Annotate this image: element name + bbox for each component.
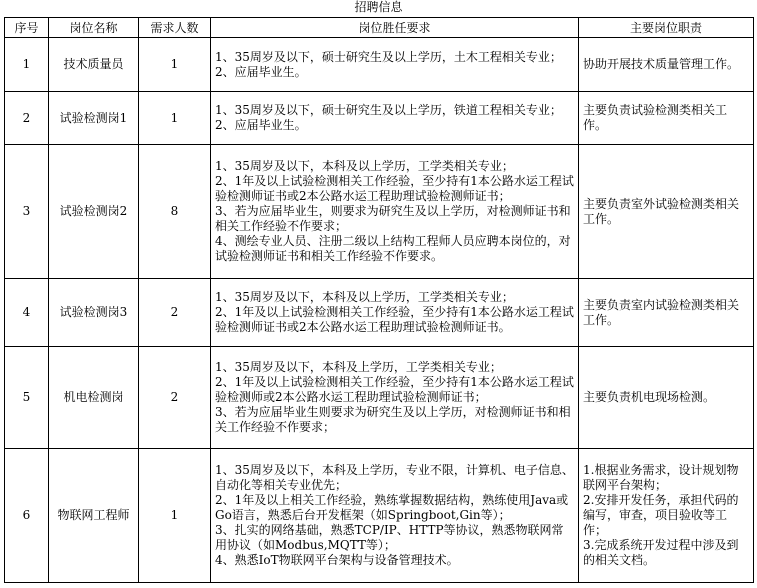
row-requirements (211, 92, 579, 145)
table-row (5, 279, 754, 347)
table-row (5, 347, 754, 449)
row-no: 4 (5, 279, 49, 347)
requirement-item: 3、扎实的网络基础，熟悉TCP/IP、HTTP等协议，熟悉物联网常用协议（如Modbus,MQTT等）； (215, 523, 564, 552)
header-duties: 主要岗位职责 (579, 18, 754, 38)
row-requirements (211, 38, 579, 92)
row-no: 1 (5, 38, 49, 92)
requirement-item: 1、35周岁及以下，硕士研究生及以上学历，土木工程相关专业； (215, 49, 562, 64)
duty-item: 主要负责室外试验检测类相关工作。 (583, 196, 740, 226)
duty-item: 主要负责机电现场检测。 (583, 390, 716, 404)
requirement-item: 1、35周岁及以下，本科及以上学历，工学类相关专业； (215, 159, 514, 173)
requirement-item: 1、35周岁及以下，本科及上学历，专业不限，计算机、电子信息、自动化等相关专业优先； (215, 463, 574, 492)
row-duties (579, 279, 754, 347)
row-count: 8 (139, 145, 211, 279)
row-no: 6 (5, 449, 49, 583)
duty-item: 3.完成系统开发过程中涉及到的相关文档。 (583, 538, 739, 567)
recruitment-table (4, 17, 754, 583)
requirement-item: 2、应届毕业生。 (215, 118, 307, 132)
row-position: 试验检测岗2 (49, 145, 139, 279)
table-row (5, 92, 754, 145)
requirement-item: 2、1年及以上试验检测相关工作经验，至少持有1本公路水运工程试验检测师或2本公路水运工程助理试验检测师证书； (215, 375, 574, 404)
row-requirements (211, 279, 579, 347)
requirement-item: 3、若为应届毕业生则要求为研究生及以上学历，对检测师证书和相关工作经验不作要求； (215, 405, 571, 434)
row-duties (579, 145, 754, 279)
requirement-item: 1、35周岁及以下，硕士研究生及以上学历，铁道工程相关专业； (215, 103, 562, 117)
row-duties (579, 449, 754, 583)
header-requirements: 岗位胜任要求 (211, 18, 579, 38)
row-no: 5 (5, 347, 49, 449)
row-duties (579, 347, 754, 449)
row-duties (579, 38, 754, 92)
row-no: 2 (5, 92, 49, 145)
table-row (5, 449, 754, 583)
row-count: 2 (139, 279, 211, 347)
row-duties (579, 92, 754, 145)
requirement-item: 2、1年及以上相关工作经验，熟练掌握数据结构，熟练使用Java或Go语言，熟悉后台开发框架（如Springboot,Gin等）； (215, 493, 569, 522)
header-no: 序号 (5, 18, 49, 38)
row-requirements (211, 347, 579, 449)
duty-item: 1.根据业务需求，设计规划物联网平台架构； (583, 463, 739, 492)
row-position: 物联网工程师 (49, 449, 139, 583)
requirement-item: 1、35周岁及以下，本科及上学历，工学类相关专业； (215, 360, 502, 374)
row-position: 试验检测岗1 (49, 92, 139, 145)
requirement-item: 3、若为应届毕业生，则要求为研究生及以上学历，对检测师证书和相关工作经验不作要求； (215, 204, 571, 233)
row-requirements (211, 145, 579, 279)
row-position: 技术质量员 (49, 38, 139, 92)
row-position: 试验检测岗3 (49, 279, 139, 347)
requirement-item: 4、熟悉IoT物联网平台架构与设备管理技术。 (215, 553, 459, 567)
requirement-item: 2、应届毕业生。 (215, 64, 307, 79)
row-count: 2 (139, 347, 211, 449)
row-requirements (211, 449, 579, 583)
table-row (5, 38, 754, 92)
row-count: 1 (139, 38, 211, 92)
row-count: 1 (139, 92, 211, 145)
row-count: 1 (139, 449, 211, 583)
header-position: 岗位名称 (49, 18, 139, 38)
requirement-item: 2、1年及以上试验检测相关工作经验，至少持有1本公路水运工程试验检测师证书或2本公路水运工程助理试验检测师证书； (215, 174, 574, 203)
requirement-item: 4、测绘专业人员、注册二级以上结构工程师人员应聘本岗位的，对试验检测师证书和相关工作经验不作要求。 (215, 234, 571, 263)
duty-item: 协助开展技术质量管理工作。 (583, 57, 740, 71)
duty-item: 主要负责试验检测类相关工作。 (583, 103, 728, 132)
table-caption: 招聘信息 (354, 0, 403, 14)
row-position: 机电检测岗 (49, 347, 139, 449)
requirement-item: 2、1年及以上试验检测相关工作经验，至少持有1本公路水运工程试验检测师证书或2本公路水运工程助理试验检测师证书。 (215, 305, 574, 334)
row-no: 3 (5, 145, 49, 279)
requirement-item: 1、35周岁及以下，本科及以上学历，工学类相关专业； (215, 290, 514, 304)
header-count: 需求人数 (139, 18, 211, 38)
duty-item: 主要负责室内试验检测类相关工作。 (583, 297, 740, 327)
table-row (5, 145, 754, 279)
duty-item: 2.安排开发任务，承担代码的编写，审查，项目验收等工作； (583, 493, 739, 537)
header-row (5, 18, 754, 38)
